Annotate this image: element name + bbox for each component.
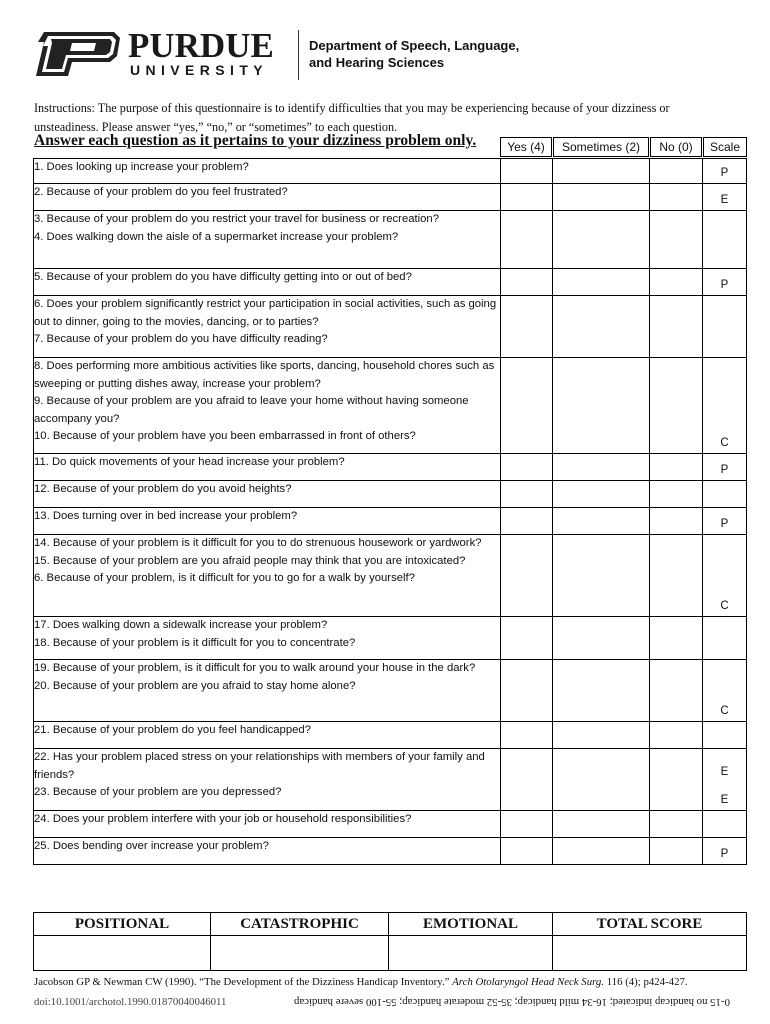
- answer-no-cell[interactable]: [650, 296, 703, 358]
- question-line: 24. Does your problem interfere with your job or household responsibilities?: [34, 813, 412, 825]
- score-header-positional: POSITIONAL: [34, 913, 211, 936]
- answer-yes-cell[interactable]: [501, 535, 553, 617]
- scale-cell: [703, 211, 747, 269]
- question-text-cell: [34, 184, 501, 211]
- answer-sometimes-cell[interactable]: [553, 159, 650, 184]
- department-line-1: Department of Speech, Language,: [309, 38, 520, 53]
- answer-sometimes-cell[interactable]: [553, 211, 650, 269]
- scale-cell: [703, 749, 747, 811]
- department-name: [309, 37, 519, 71]
- question-text-cell: [34, 660, 501, 722]
- doi: doi:10.1001/archotol.1990.01870040046011: [34, 996, 227, 1008]
- scale-cell: [703, 722, 747, 749]
- question-text-cell: [34, 296, 501, 358]
- answer-heading-text: Answer each question as it pertains to your dizziness problem only: [34, 132, 473, 149]
- answer-yes-cell[interactable]: [501, 454, 553, 481]
- column-header-yes: Yes (4): [500, 137, 552, 157]
- question-line: 22. Has your problem placed stress on your relationships with members of your family and friends?: [34, 751, 485, 781]
- answer-no-cell[interactable]: [650, 159, 703, 184]
- answer-sometimes-cell[interactable]: [553, 454, 650, 481]
- purdue-p-logo-icon: [34, 30, 120, 78]
- answer-no-cell[interactable]: [650, 211, 703, 269]
- question-line: 20. Because of your problem are you afraid to stay home alone?: [34, 679, 356, 692]
- question-row: [34, 617, 747, 660]
- score-entry-row: [34, 936, 747, 971]
- answer-sometimes-cell[interactable]: [553, 811, 650, 838]
- answer-sometimes-cell[interactable]: [553, 269, 650, 296]
- question-text-cell: [34, 535, 501, 617]
- scale-cell: C: [703, 660, 747, 722]
- question-row: [34, 184, 747, 211]
- brand-sub: UNIVERSITY: [130, 62, 269, 78]
- question-row: [34, 159, 747, 184]
- answer-yes-cell[interactable]: [501, 184, 553, 211]
- answer-yes-cell[interactable]: [501, 508, 553, 535]
- question-line: 4. Does walking down the aisle of a supermarket increase your problem?: [34, 230, 399, 243]
- question-line: 15. Because of your problem are you afraid people may think that you are intoxicated?: [34, 554, 466, 567]
- answer-sometimes-cell[interactable]: [553, 184, 650, 211]
- answer-no-cell[interactable]: [650, 269, 703, 296]
- question-line: 12. Because of your problem do you avoid heights?: [34, 483, 292, 495]
- answer-sometimes-cell[interactable]: [553, 838, 650, 865]
- answer-no-cell[interactable]: [650, 838, 703, 865]
- question-text-cell: [34, 159, 501, 184]
- question-line: 11. Do quick movements of your head increase your problem?: [34, 456, 345, 468]
- question-line: 6. Because of your problem, is it difficult for you to go for a walk by yourself?: [34, 572, 415, 584]
- answer-yes-cell[interactable]: [501, 660, 553, 722]
- question-row: [34, 481, 747, 508]
- answer-no-cell[interactable]: [650, 811, 703, 838]
- score-header-catastrophic: CATASTROPHIC: [211, 913, 389, 936]
- question-line: 19. Because of your problem, is it difficult for you to walk around your house in the dark?: [34, 662, 476, 674]
- purdue-logo: [34, 26, 294, 82]
- question-line: 2. Because of your problem do you feel frustrated?: [34, 186, 288, 198]
- scale-cell: [703, 296, 747, 358]
- brand-name: PURDUE: [128, 26, 274, 65]
- score-table: [33, 912, 747, 971]
- scale-cell: [703, 811, 747, 838]
- question-row: [34, 811, 747, 838]
- question-row: [34, 535, 747, 617]
- scale-cell: E: [703, 184, 747, 211]
- column-header-scale: Scale: [703, 137, 747, 157]
- total-score-cell[interactable]: [553, 936, 747, 971]
- answer-no-cell[interactable]: [650, 481, 703, 508]
- scale-cell: P: [703, 838, 747, 865]
- question-row: [34, 838, 747, 865]
- question-row: [34, 508, 747, 535]
- score-header-row: [34, 913, 747, 936]
- score-header-total: TOTAL SCORE: [553, 913, 747, 936]
- answer-no-cell[interactable]: [650, 184, 703, 211]
- answer-no-cell[interactable]: [650, 749, 703, 811]
- question-line: 21. Because of your problem do you feel handicapped?: [34, 724, 311, 736]
- question-text-cell: [34, 211, 501, 269]
- answer-no-cell[interactable]: [650, 535, 703, 617]
- answer-yes-cell[interactable]: [501, 269, 553, 296]
- answer-yes-cell[interactable]: [501, 722, 553, 749]
- question-text-cell: [34, 749, 501, 811]
- answer-no-cell[interactable]: [650, 454, 703, 481]
- scale-cell: P: [703, 269, 747, 296]
- question-row: [34, 269, 747, 296]
- question-row: [34, 211, 747, 269]
- scale-cell: P: [703, 508, 747, 535]
- scale-cell: [703, 481, 747, 508]
- answer-heading-period: .: [472, 132, 477, 149]
- question-row: [34, 749, 747, 811]
- scoring-key-upside-down: 0-15 no handicap indicated; 16-34 mild handicap; 35-52 moderate handicap; 55-100 severe handicap: [294, 996, 730, 1008]
- department-line-2: and Hearing Sciences: [309, 55, 445, 70]
- question-line: 18. Because of your problem is it difficult for you to concentrate?: [34, 636, 356, 649]
- scale-cell: P: [703, 159, 747, 184]
- question-row: [34, 454, 747, 481]
- column-header-no: No (0): [650, 137, 702, 157]
- question-line: 3. Because of your problem do you restrict your travel for business or recreation?: [34, 213, 440, 225]
- citation-journal: Arch Otolaryngol Head Neck Surg.: [452, 976, 604, 988]
- question-line: 9. Because of your problem are you afraid to leave your home without having someone accompany you?: [34, 395, 469, 425]
- citation-b: 116 (4); p424-427.: [604, 976, 688, 988]
- question-text-cell: [34, 838, 501, 865]
- header-divider: [298, 30, 299, 80]
- question-text-cell: [34, 508, 501, 535]
- answer-sometimes-cell[interactable]: [553, 617, 650, 660]
- answer-sometimes-cell[interactable]: [553, 508, 650, 535]
- question-line: 10. Because of your problem have you been embarrassed in front of others?: [34, 430, 416, 442]
- question-text-cell: [34, 481, 501, 508]
- question-row: [34, 722, 747, 749]
- answer-sometimes-cell[interactable]: [553, 722, 650, 749]
- answer-yes-cell[interactable]: [501, 749, 553, 811]
- question-line: 23. Because of your problem are you depressed?: [34, 786, 282, 798]
- question-text-cell: [34, 269, 501, 296]
- answer-sometimes-cell[interactable]: [553, 535, 650, 617]
- question-line: 1. Does looking up increase your problem?: [34, 161, 249, 173]
- scale-cell: [703, 617, 747, 660]
- question-line: 14. Because of your problem is it difficult for you to do strenuous housework or yardwork?: [34, 537, 482, 549]
- question-line: 17. Does walking down a sidewalk increase your problem?: [34, 619, 328, 631]
- scale-cell: P: [703, 454, 747, 481]
- question-line: 8. Does performing more ambitious activities like sports, dancing, household chores such as sweeping or putting dishes away, increase your problem?: [34, 360, 495, 390]
- answer-no-cell[interactable]: [650, 358, 703, 454]
- scale-value: E: [720, 766, 729, 778]
- answer-heading: [34, 132, 476, 150]
- answer-yes-cell[interactable]: [501, 617, 553, 660]
- question-text-cell: [34, 617, 501, 660]
- question-row: [34, 660, 747, 722]
- question-line: 13. Does turning over in bed increase your problem?: [34, 510, 298, 522]
- question-line: 6. Does your problem significantly restrict your participation in social activities, such as going out to dinner, going to the movies, dancing, or to parties?: [34, 298, 497, 328]
- answer-sometimes-cell[interactable]: [553, 749, 650, 811]
- answer-yes-cell[interactable]: [501, 296, 553, 358]
- scale-value: E: [720, 794, 729, 806]
- answer-sometimes-cell[interactable]: [553, 660, 650, 722]
- instructions: Instructions: The purpose of this questionnaire is to identify difficulties that you may be experiencing because of your dizziness or unsteadiness. Please answer “yes,” “no,” or “sometimes” to each question.: [34, 101, 670, 134]
- answer-no-cell[interactable]: [650, 508, 703, 535]
- answer-yes-cell[interactable]: [501, 358, 553, 454]
- answer-yes-cell[interactable]: [501, 159, 553, 184]
- question-text-cell: [34, 722, 501, 749]
- answer-yes-cell[interactable]: [501, 481, 553, 508]
- answer-sometimes-cell[interactable]: [553, 358, 650, 454]
- answer-yes-cell[interactable]: [501, 838, 553, 865]
- answer-sometimes-cell[interactable]: [553, 481, 650, 508]
- answer-no-cell[interactable]: [650, 722, 703, 749]
- answer-sometimes-cell[interactable]: [553, 296, 650, 358]
- question-line: 7. Because of your problem do you have difficulty reading?: [34, 333, 328, 345]
- question-text-cell: [34, 358, 501, 454]
- question-text-cell: [34, 811, 501, 838]
- answer-yes-cell[interactable]: [501, 211, 553, 269]
- catastrophic-score-cell[interactable]: [211, 936, 389, 971]
- question-line: 5. Because of your problem do you have difficulty getting into or out of bed?: [34, 271, 412, 283]
- emotional-score-cell[interactable]: [389, 936, 553, 971]
- answer-no-cell[interactable]: [650, 617, 703, 660]
- score-header-emotional: EMOTIONAL: [389, 913, 553, 936]
- question-row: [34, 358, 747, 454]
- questions-body: [34, 159, 747, 865]
- question-line: 25. Does bending over increase your problem?: [34, 840, 269, 852]
- answer-yes-cell[interactable]: [501, 811, 553, 838]
- question-row: [34, 296, 747, 358]
- scale-cell: C: [703, 535, 747, 617]
- question-text-cell: [34, 454, 501, 481]
- positional-score-cell[interactable]: [34, 936, 211, 971]
- questions-table: [33, 158, 747, 865]
- scale-cell: C: [703, 358, 747, 454]
- citation-a: Jacobson GP & Newman CW (1990). “The Development of the Dizziness Handicap Inventory.”: [34, 976, 453, 988]
- column-header-sometimes: Sometimes (2): [553, 137, 649, 157]
- citation: [34, 976, 688, 988]
- answer-no-cell[interactable]: [650, 660, 703, 722]
